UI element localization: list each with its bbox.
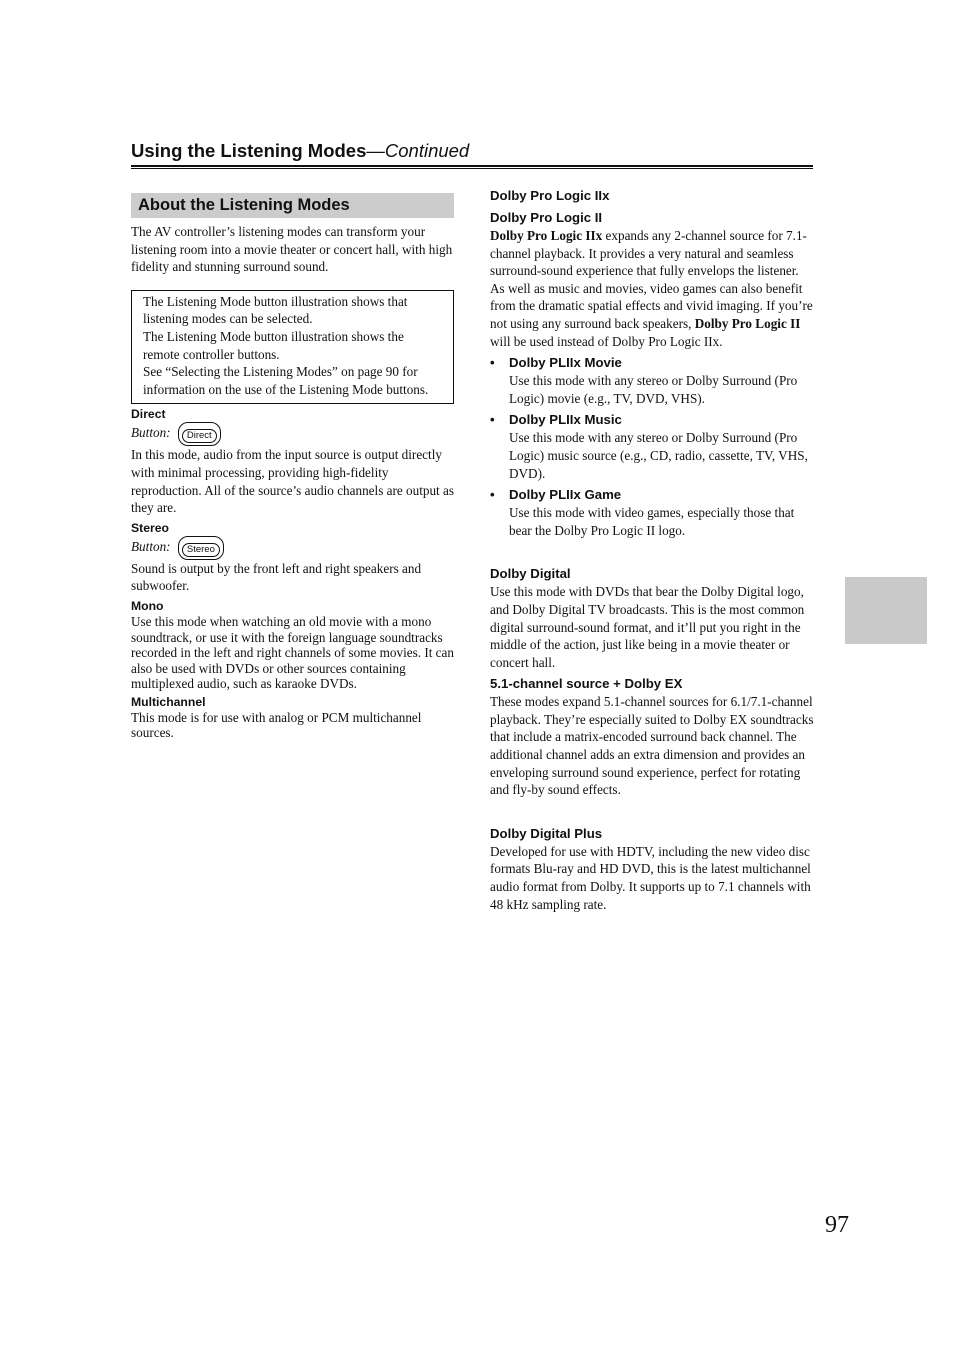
button-label: Button: [131, 538, 171, 554]
button-line [131, 422, 454, 446]
mode-heading: Multichannel [131, 694, 206, 709]
mode-heading: Direct [131, 407, 166, 422]
bullet-title: Dolby PLIIx Movie [509, 355, 622, 371]
section-title: About the Listening Modes [131, 193, 454, 218]
bullet-title: Dolby PLIIx Music [509, 412, 622, 428]
chapter-side-tab [845, 577, 927, 644]
header-title-text: Using the Listening Modes [131, 140, 367, 161]
mode-description: Use this mode when watching an old movie with a mono soundtrack, or use it with the foreign language soundtracks recorded in the left and right channels of some movies. It can also be used with DVDs or other sources containing multiplexed audio, such as karaoke DVDs. [131, 613, 454, 692]
direct-button-icon [178, 422, 221, 446]
header-continued: —Continued [366, 140, 470, 161]
stereo-button-icon [178, 536, 224, 560]
pl2x-bold: Dolby Pro Logic IIx [490, 228, 603, 243]
dolby-digital-plus-heading: Dolby Digital Plus [490, 825, 603, 841]
mode-heading: Mono [131, 598, 164, 613]
dolby-digital-plus-text: Developed for use with HDTV, including the new video disc formats Blu-ray and HD DVD, this is the latest multichannel audio format from Dolby. It supports up to 7.1 channels with 48 kHz sampling rate. [490, 843, 811, 912]
mode-stereo [131, 521, 454, 595]
dolby-digital-section [490, 565, 815, 671]
left-column [131, 193, 454, 741]
dolby-ex-heading: 5.1-channel source + Dolby EX [490, 676, 683, 692]
right-column [490, 187, 815, 913]
pl2x-text-2: will be used instead of Dolby Pro Logic IIx. [490, 333, 723, 349]
button-line [131, 536, 454, 560]
note-line: The Listening Mode button illustration shows that listening modes can be selected. [143, 293, 408, 327]
bullet-text: Use this mode with video games, especially those that bear the Dolby Pro Logic II logo. [509, 505, 795, 538]
intro-paragraph: The AV controller’s listening modes can transform your listening room into a movie theater or concert hall, with high fidelity and stunning surround sound. [131, 224, 453, 275]
header-rule [131, 165, 813, 169]
bullet-item [490, 354, 815, 407]
page-header-title [131, 140, 469, 162]
dolby-digital-text: Use this mode with DVDs that bear the Dolby Digital logo, and Dolby Digital TV broadcasts. This is the most common digital surround-sound format, and it’ll put you right in the middle of the action, just like being in a movie theater or concert hall. [490, 584, 805, 670]
pl2x-heading: Dolby Pro Logic IIx [490, 188, 610, 203]
bullet-text: Use this mode with any stereo or Dolby Surround (Pro Logic) music source (e.g., CD, radio, cassette, TV, VHS, DVD). [509, 430, 808, 481]
pl2x-text-1: expands any 2-channel source for 7.1-channel playback. It provides a very natural and seamless surround-sound experience that fully envelops the listener. As well as music and movies, video games can also benefit from the dramatic spatial effects and vivid imaging. If you’re not using any surround back speakers, [490, 228, 813, 331]
button-label: Button: [131, 425, 171, 441]
bullet-item [490, 411, 815, 482]
bullet-dot: • [490, 487, 495, 503]
bullet-item [490, 486, 815, 539]
direct-button-icon-label: Direct [182, 429, 217, 443]
mode-heading: Stereo [131, 520, 169, 535]
mode-description: Sound is output by the front left and right speakers and subwoofer. [131, 560, 422, 594]
pl2x-paragraph [490, 227, 815, 350]
note-line: See “Selecting the Listening Modes” on page 90 for information on the use of the Listening Mode buttons. [143, 364, 429, 397]
dolby-ex-text: These modes expand 5.1-channel sources for 6.1/7.1-channel playback. They’re especially suited to Dolby EX soundtracks that include a matrix-encoded surround back channel. The additional channel adds an extra dimension and provides an enveloping surround sound experience, perfect for rotating and fly-by sound effects. [490, 694, 814, 798]
note-box [131, 290, 454, 405]
mode-description: This mode is for use with analog or PCM multichannel sources. [131, 709, 422, 741]
note-line: The Listening Mode button illustration shows the remote controller buttons. [143, 328, 404, 362]
mode-multichannel [131, 695, 454, 741]
dolby-ex-section [490, 675, 815, 799]
bullet-dot: • [490, 412, 495, 428]
mode-description: In this mode, audio from the input source is output directly with minimal processing, providing high-fidelity reproduction. All of the source’s audio channels are output as they are. [131, 447, 455, 516]
pl2-heading: Dolby Pro Logic II [490, 210, 603, 225]
bullet-text: Use this mode with any stereo or Dolby Surround (Pro Logic) movie (e.g., TV, DVD, VHS). [509, 373, 798, 406]
bullet-title: Dolby PLIIx Game [509, 487, 622, 503]
dolby-digital-heading: Dolby Digital [490, 566, 571, 582]
pl2-bold: Dolby Pro Logic II [694, 315, 801, 331]
mode-mono [131, 599, 454, 692]
page-number: 97 [825, 1212, 849, 1238]
dolby-digital-plus-section [490, 825, 815, 913]
stereo-button-icon-label: Stereo [182, 543, 220, 557]
mode-direct [131, 407, 454, 516]
bullet-dot: • [490, 355, 495, 371]
